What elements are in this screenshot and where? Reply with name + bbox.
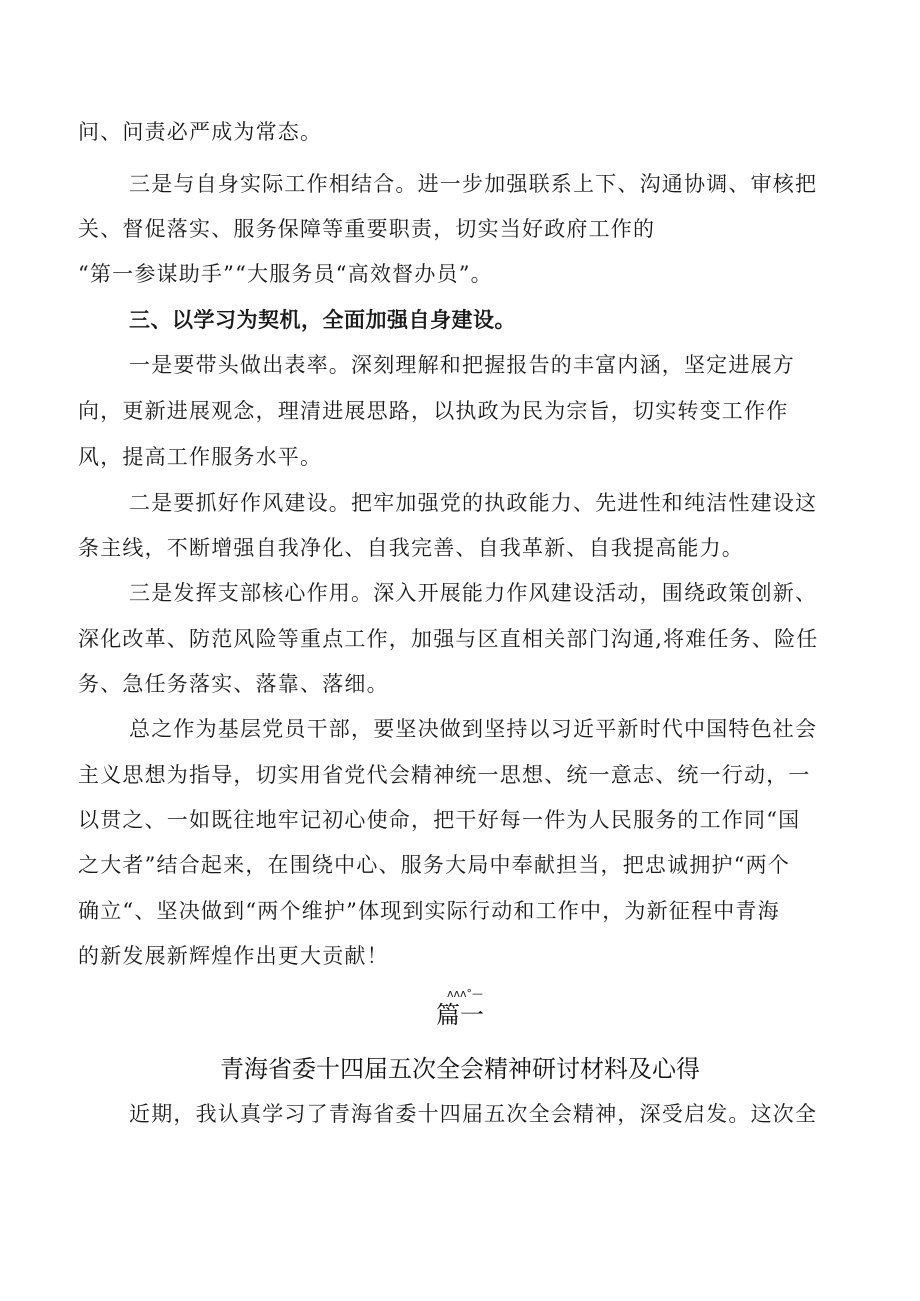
- paragraph-line: 三是与自身实际工作相结合。进一步加强联系上下、沟通协调、审核把: [129, 172, 818, 196]
- paragraph-line: 向，更新进展观念，理清进展思路，以执政为民为宗旨，切实转变工作作: [78, 399, 789, 423]
- paragraph-line: “第一参谋助手”“大服务员“高效督办员”。: [78, 262, 493, 286]
- paragraph-line: 总之作为基层党员干部，要坚决做到坚持以习近平新时代中国特色社会: [129, 717, 818, 741]
- paragraph-line: 务、急任务落实、落靠、落细。: [78, 672, 389, 696]
- paragraph-line: 一是要带头做出表率。深刻理解和把握报告的丰富内涵，坚定进展方: [129, 353, 795, 377]
- paragraph-line: 近期，我认真学习了青海省委十四届五次全会精神，深受启发。这次全: [129, 1102, 818, 1126]
- paragraph-line: 主义思想为指导，切实用省党代会精神统一思想、统一意志、统一行动，一: [78, 763, 811, 787]
- paragraph-line: 条主线，不断增强自我净化、自我完善、自我革新、自我提高能力。: [78, 536, 744, 560]
- paragraph-line: 确立“、坚决做到“两个维护”体现到实际行动和工作中，为新征程中青海: [78, 899, 780, 923]
- paragraph-line: 关、督促落实、服务保障等重要职责，切实当好政府工作的: [78, 217, 656, 241]
- section-heading: 三、以学习为契机，全面加强自身建设。: [129, 308, 516, 332]
- paragraph-line: 问、问责必严成为常态。: [78, 120, 323, 144]
- paragraph-line: 以贯之、一如既往地牢记初心使命，把干好每一件为人民服务的工作同“国: [78, 808, 801, 832]
- paragraph-line: 的新发展新辉煌作出更大贡献！: [78, 944, 389, 968]
- paragraph-line: 风，提高工作服务水平。: [78, 445, 323, 469]
- paragraph-line: 深化改革、防范风险等重点工作，加强与区直相关部门沟通,将难任务、险任: [78, 627, 819, 651]
- paragraph-line: 二是要抓好作风建设。把牢加强党的执政能力、先进性和纯洁性建设这: [129, 491, 818, 515]
- paragraph-line: 三是发挥支部核心作用。深入开展能力作风建设活动，围绕政策创新、: [129, 581, 818, 605]
- ornament-mark: ᴧᴧᴧ°—: [447, 987, 484, 1000]
- paragraph-line: 之大者”结合起来，在围绕中心、服务大局中奉献担当，把忠诚拥护“两个: [78, 853, 791, 877]
- article-title: 青海省委十四届五次全会精神研讨材料及心得: [220, 1055, 700, 1083]
- part-label: 篇一: [436, 1001, 484, 1029]
